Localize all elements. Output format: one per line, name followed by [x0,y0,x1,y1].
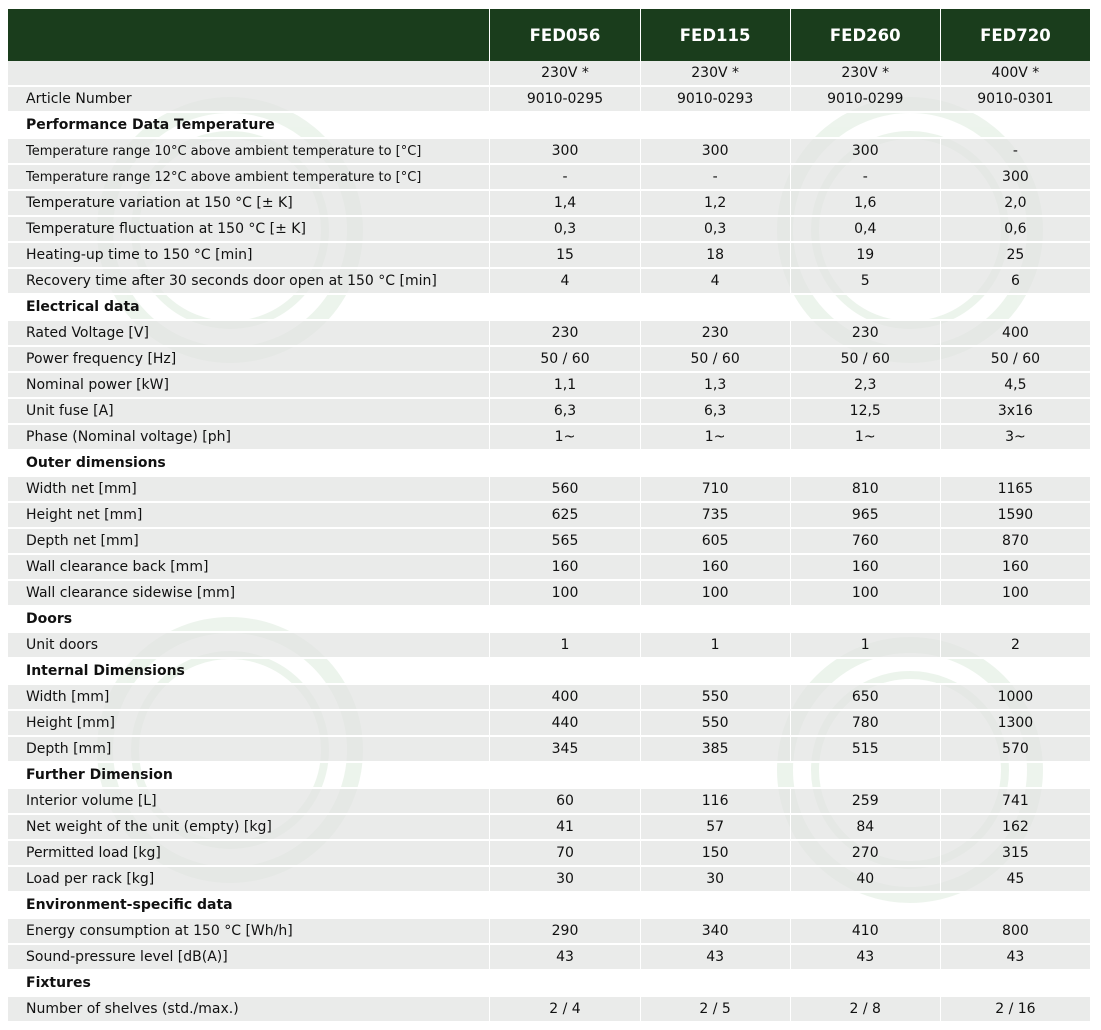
table-row [8,269,1090,295]
row-label: Power frequency [Hz] [8,347,489,373]
value-cell: 1,1 [489,373,639,399]
section-title: Performance Data Temperature [8,113,489,139]
table-row [8,945,1090,971]
value-cell: 1~ [790,425,940,451]
value-cell: 100 [940,581,1090,607]
section-spacer-cell [489,971,639,997]
table-row [8,373,1090,399]
value-cell: 230V * [489,61,639,87]
section-header-row [8,659,1090,685]
row-label: Net weight of the unit (empty) [kg] [8,815,489,841]
value-cell: 810 [790,477,940,503]
value-cell: 6 [940,269,1090,295]
section-header-row [8,113,1090,139]
spec-table-header [8,9,1090,61]
value-cell: 300 [640,139,790,165]
value-cell: - [790,165,940,191]
row-label: Rated Voltage [V] [8,321,489,347]
section-header-row [8,451,1090,477]
table-row [8,633,1090,659]
table-row [8,503,1090,529]
value-cell: 2 / 4 [489,997,639,1023]
section-spacer-cell [489,763,639,789]
section-title: Fixtures [8,971,489,997]
value-cell: 550 [640,711,790,737]
value-cell: 70 [489,841,639,867]
section-title: Doors [8,607,489,633]
table-row [8,867,1090,893]
section-spacer-cell [940,295,1090,321]
value-cell: 605 [640,529,790,555]
value-cell: 570 [940,737,1090,763]
value-cell: 43 [640,945,790,971]
section-header-row [8,971,1090,997]
value-cell: 43 [940,945,1090,971]
value-cell: 0,3 [640,217,790,243]
value-cell: 2 [940,633,1090,659]
value-cell: 160 [640,555,790,581]
value-cell: 30 [640,867,790,893]
value-cell: 25 [940,243,1090,269]
section-spacer-cell [640,451,790,477]
value-cell: 385 [640,737,790,763]
section-spacer-cell [640,971,790,997]
section-header-row [8,893,1090,919]
row-label: Heating-up time to 150 °C [min] [8,243,489,269]
value-cell: 515 [790,737,940,763]
section-spacer-cell [489,893,639,919]
value-cell: 30 [489,867,639,893]
row-label: Unit fuse [A] [8,399,489,425]
value-cell: 150 [640,841,790,867]
value-cell: 1 [790,633,940,659]
value-cell: 0,6 [940,217,1090,243]
value-cell: 550 [640,685,790,711]
value-cell: 9010-0299 [790,87,940,113]
value-cell: 9010-0301 [940,87,1090,113]
row-label: Height [mm] [8,711,489,737]
row-label: Height net [mm] [8,503,489,529]
value-cell: 50 / 60 [640,347,790,373]
value-cell: 15 [489,243,639,269]
value-cell: 43 [790,945,940,971]
table-row [8,165,1090,191]
row-label: Wall clearance back [mm] [8,555,489,581]
value-cell: 230V * [790,61,940,87]
value-cell: 9010-0295 [489,87,639,113]
value-cell: 735 [640,503,790,529]
row-label: Depth net [mm] [8,529,489,555]
value-cell: 300 [790,139,940,165]
value-cell: 1,3 [640,373,790,399]
value-cell: 410 [790,919,940,945]
value-cell: 50 / 60 [790,347,940,373]
section-title: Internal Dimensions [8,659,489,685]
value-cell: 1000 [940,685,1090,711]
value-cell: 230 [640,321,790,347]
value-cell: 340 [640,919,790,945]
model-header-fed260: FED260 [790,9,940,61]
table-row [8,711,1090,737]
section-title: Outer dimensions [8,451,489,477]
table-row [8,997,1090,1023]
value-cell: 565 [489,529,639,555]
section-spacer-cell [940,113,1090,139]
section-spacer-cell [640,893,790,919]
value-cell: 230 [790,321,940,347]
value-cell: 1590 [940,503,1090,529]
row-label: Nominal power [kW] [8,373,489,399]
value-cell: 230 [489,321,639,347]
section-spacer-cell [940,971,1090,997]
table-row [8,529,1090,555]
section-title: Further Dimension [8,763,489,789]
section-spacer-cell [640,113,790,139]
table-row [8,737,1090,763]
value-cell: 60 [489,789,639,815]
section-spacer-cell [940,893,1090,919]
value-cell: 12,5 [790,399,940,425]
table-row [8,139,1090,165]
row-label: Article Number [8,87,489,113]
section-header-row [8,607,1090,633]
table-row [8,477,1090,503]
row-label: Energy consumption at 150 °C [Wh/h] [8,919,489,945]
value-cell: - [489,165,639,191]
value-cell: 4,5 [940,373,1090,399]
value-cell: 230V * [640,61,790,87]
value-cell: 50 / 60 [940,347,1090,373]
section-spacer-cell [790,893,940,919]
value-cell: 2 / 5 [640,997,790,1023]
value-cell: 400 [489,685,639,711]
value-cell: 1165 [940,477,1090,503]
row-label: Recovery time after 30 seconds door open at 150 °C [min] [8,269,489,295]
value-cell: 100 [640,581,790,607]
row-label: Temperature range 10°C above ambient temperature to [°C] [8,139,489,165]
value-cell: 116 [640,789,790,815]
table-row [8,919,1090,945]
table-row [8,87,1090,113]
value-cell: 1 [489,633,639,659]
table-row [8,789,1090,815]
table-row [8,347,1090,373]
value-cell: 19 [790,243,940,269]
value-cell: 84 [790,815,940,841]
table-row [8,685,1090,711]
value-cell: 270 [790,841,940,867]
value-cell: 965 [790,503,940,529]
value-cell: 6,3 [489,399,639,425]
section-spacer-cell [489,295,639,321]
value-cell: 43 [489,945,639,971]
value-cell: 1300 [940,711,1090,737]
value-cell: 1,6 [790,191,940,217]
row-label: Width net [mm] [8,477,489,503]
row-label: Depth [mm] [8,737,489,763]
value-cell: 9010-0293 [640,87,790,113]
value-cell: 160 [489,555,639,581]
value-cell: 160 [940,555,1090,581]
section-spacer-cell [489,607,639,633]
table-row [8,399,1090,425]
value-cell: 780 [790,711,940,737]
section-spacer-cell [640,607,790,633]
value-cell: 560 [489,477,639,503]
value-cell: 5 [790,269,940,295]
section-title: Electrical data [8,295,489,321]
section-spacer-cell [790,659,940,685]
value-cell: 400 [940,321,1090,347]
value-cell: 1~ [640,425,790,451]
section-spacer-cell [790,763,940,789]
value-cell: 100 [790,581,940,607]
section-spacer-cell [790,113,940,139]
value-cell: 2 / 8 [790,997,940,1023]
section-spacer-cell [640,763,790,789]
model-header-fed720: FED720 [940,9,1090,61]
row-label: Phase (Nominal voltage) [ph] [8,425,489,451]
value-cell: 300 [489,139,639,165]
section-spacer-cell [790,607,940,633]
value-cell: 625 [489,503,639,529]
row-label: Temperature fluctuation at 150 °C [± K] [8,217,489,243]
section-spacer-cell [489,113,639,139]
row-label: Wall clearance sidewise [mm] [8,581,489,607]
row-label: Temperature variation at 150 °C [± K] [8,191,489,217]
section-header-row [8,295,1090,321]
value-cell: 741 [940,789,1090,815]
table-row [8,425,1090,451]
section-spacer-cell [790,451,940,477]
value-cell: 1,4 [489,191,639,217]
section-spacer-cell [940,607,1090,633]
table-row [8,841,1090,867]
row-label [8,61,489,87]
value-cell: 18 [640,243,790,269]
section-title: Environment-specific data [8,893,489,919]
value-cell: 800 [940,919,1090,945]
value-cell: 160 [790,555,940,581]
row-label: Number of shelves (std./max.) [8,997,489,1023]
value-cell: 57 [640,815,790,841]
value-cell: 6,3 [640,399,790,425]
value-cell: 259 [790,789,940,815]
value-cell: 300 [940,165,1090,191]
value-cell: 40 [790,867,940,893]
value-cell: 870 [940,529,1090,555]
model-header-fed056: FED056 [489,9,639,61]
value-cell: 710 [640,477,790,503]
model-header-fed115: FED115 [640,9,790,61]
row-label: Width [mm] [8,685,489,711]
table-row [8,191,1090,217]
value-cell: 1,2 [640,191,790,217]
row-label: Sound-pressure level [dB(A)] [8,945,489,971]
table-row [8,815,1090,841]
value-cell: 1~ [489,425,639,451]
row-label: Interior volume [L] [8,789,489,815]
value-cell: 440 [489,711,639,737]
value-cell: 162 [940,815,1090,841]
section-spacer-cell [489,451,639,477]
row-label: Permitted load [kg] [8,841,489,867]
value-cell: 760 [790,529,940,555]
value-cell: 1 [640,633,790,659]
section-spacer-cell [940,763,1090,789]
value-cell: 2,0 [940,191,1090,217]
value-cell: 45 [940,867,1090,893]
section-spacer-cell [940,451,1090,477]
section-spacer-cell [640,295,790,321]
value-cell: - [940,139,1090,165]
table-row [8,581,1090,607]
value-cell: 2,3 [790,373,940,399]
section-spacer-cell [790,295,940,321]
section-spacer-cell [489,659,639,685]
row-label: Temperature range 12°C above ambient temperature to [°C] [8,165,489,191]
value-cell: - [640,165,790,191]
value-cell: 4 [489,269,639,295]
section-spacer-cell [790,971,940,997]
value-cell: 315 [940,841,1090,867]
value-cell: 3x16 [940,399,1090,425]
table-row [8,61,1090,87]
row-label: Load per rack [kg] [8,867,489,893]
spec-table [8,9,1090,1023]
value-cell: 41 [489,815,639,841]
spec-table-body [8,61,1090,1023]
value-cell: 650 [790,685,940,711]
value-cell: 50 / 60 [489,347,639,373]
section-spacer-cell [640,659,790,685]
value-cell: 4 [640,269,790,295]
value-cell: 100 [489,581,639,607]
table-row [8,321,1090,347]
table-row [8,555,1090,581]
section-spacer-cell [940,659,1090,685]
value-cell: 345 [489,737,639,763]
table-row [8,217,1090,243]
value-cell: 0,3 [489,217,639,243]
table-row [8,243,1090,269]
header-empty-cell [8,9,489,61]
section-header-row [8,763,1090,789]
value-cell: 400V * [940,61,1090,87]
value-cell: 0,4 [790,217,940,243]
row-label: Unit doors [8,633,489,659]
value-cell: 3~ [940,425,1090,451]
value-cell: 2 / 16 [940,997,1090,1023]
value-cell: 290 [489,919,639,945]
